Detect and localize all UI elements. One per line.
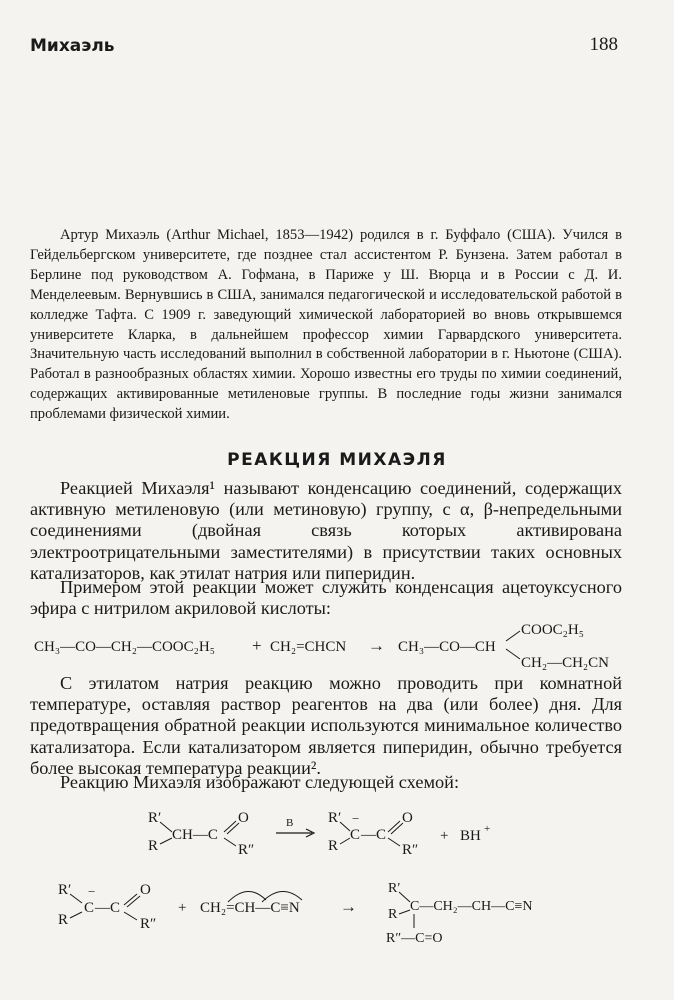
s2-c-minus: − xyxy=(88,884,96,899)
s2-product-bond-bottom xyxy=(399,910,410,914)
s1-product-co-bond-1 xyxy=(388,821,400,832)
s1-co-bond-1 xyxy=(224,821,236,832)
s2-co-bond-1 xyxy=(124,894,137,905)
s1-product-bond-bottom xyxy=(340,838,350,844)
eq-plus: + xyxy=(252,636,262,655)
eq-product-branch-bottom: CH₂—CH₂CN xyxy=(521,655,609,671)
s2-product-chain: C—CH₂—CH—C≡N xyxy=(410,899,533,914)
s2-bond-bottom xyxy=(70,912,82,918)
page-header xyxy=(30,36,618,64)
s1-product-bond-top xyxy=(340,822,350,831)
s1-bh: BH xyxy=(460,828,481,844)
paragraph-text: Примером этой реакции может служить конденсация ацетоуксусного эфира с нитрилом акриловой кислоты: xyxy=(30,577,622,619)
s1-oxygen: O xyxy=(238,810,249,826)
s2-product-bond-top xyxy=(399,892,410,902)
s2-product-bottom: R″—C=O xyxy=(386,931,443,946)
s2-c-bar: C xyxy=(84,900,95,916)
eq-reactant2: CH₂=CHCN xyxy=(270,639,347,655)
s2-oxygen: O xyxy=(140,882,151,898)
s1-r-dprime: R″ xyxy=(238,842,255,858)
s1-product-r-dprime: R″ xyxy=(402,842,419,858)
s1-c-bar: C xyxy=(350,827,361,843)
s1-product-r: R xyxy=(328,838,339,854)
paragraph-text: Реакцию Михаэля изображают следующей схемой: xyxy=(60,772,460,792)
s1-bond-bottom xyxy=(160,838,172,844)
eq-reactant1: CH₃—CO—CH₂—COOC₂H₅ xyxy=(34,639,215,655)
eq-branch-line-top xyxy=(506,631,520,641)
s1-product-oxygen: O xyxy=(402,810,413,826)
s1-bond-top xyxy=(160,822,172,832)
s2-acrylonitrile: CH₂=CH—C≡N xyxy=(200,900,300,916)
s2-r-dprime: R″ xyxy=(140,916,157,932)
page-number: 188 xyxy=(589,34,618,55)
eq-arrow: → xyxy=(368,636,385,655)
biography-text: Артур Михаэль (Arthur Michael, 1853—1942) родился в г. Буффало (США). Учился в Гейдельбергском университете, где позднее стал ассистентом Р. Бунзена. Затем работал в Берлине под руководством А. Гофмана, в Париже у Ш. Вюрца и в России с Д. И. Менделеевым. Вернувшись в США, занимался педагогической и исследовательской работой в колледже Тафта. С 1909 г. заведующий химической лабораторией во вновь открывшемся университете Кларка, в дальнейшем профессор химии Гарвардского университета. Значительную часть исследований выполнил в собственной лаборатории в г. Ньютоне (США). Работал в разнообразных областях химии. Хорошо известны его труды по химии соединений, содержащих активированные метиленовые группы. В последние годы жизни занимался проблемами физической химии. xyxy=(30,227,622,423)
s1-r: R xyxy=(148,838,159,854)
paragraph-conditions xyxy=(30,673,622,779)
running-header-name: Михаэль xyxy=(30,36,115,56)
eq-product-branch-top: COOC₂H₅ xyxy=(521,622,584,638)
s1-r-prime: R′ xyxy=(148,810,162,826)
s2-r: R xyxy=(58,912,69,928)
eq-branch-line-bottom xyxy=(506,649,520,659)
section-title: РЕАКЦИЯ МИХАЭЛЯ xyxy=(227,450,447,470)
paragraph-scheme-intro xyxy=(30,772,622,793)
s1-bh-charge: + xyxy=(484,823,491,835)
s2-product-r: R xyxy=(388,907,398,922)
eq-product-main: CH₃—CO—CH xyxy=(398,639,496,655)
biography-block xyxy=(30,226,622,425)
s2-co-bond-2 xyxy=(127,896,140,907)
s1-product-r-prime: R′ xyxy=(328,810,342,826)
s1-dash-c: —C xyxy=(361,827,387,843)
scheme-carbanion-formation xyxy=(0,800,674,860)
s2-r-prime: R′ xyxy=(58,882,72,898)
s1-product-r-bond xyxy=(388,838,400,846)
scheme-michael-addition xyxy=(0,872,674,952)
s2-dash-c: —C xyxy=(95,900,121,916)
s2-product-r-prime: R′ xyxy=(388,881,401,896)
paragraph-text: С этилатом натрия реакцию можно проводить при комнатной температуре, оставляя раствор реагентов на два (или более) дня. Для предотвращения обратной реакции используются минимальное количество катализатора. Если катализатором является пиперидин, обычно требуется более высокая температура реакции². xyxy=(30,673,622,778)
s2-r-bond xyxy=(124,912,137,920)
paragraph-definition xyxy=(30,478,622,584)
s1-r-bond xyxy=(224,838,236,846)
s1-c-minus: − xyxy=(352,811,360,826)
equation-acetoacetate xyxy=(0,620,674,680)
s2-bond-top xyxy=(70,894,82,903)
paragraph-text: Реакцией Михаэля¹ называют конденсацию соединений, содержащих активную метиленовую (или метиновую) группу, с α, β-непредельными соединениями (двойная связь которых активирована электроотрицательными заместителями) в присутствии таких основных катализаторов, как этилат натрия или пиперидин. xyxy=(30,478,622,583)
s1-plus: + xyxy=(440,828,449,844)
s1-ch-c: CH—C xyxy=(172,827,218,843)
s1-base-label: B xyxy=(286,817,294,829)
paragraph-example xyxy=(30,577,622,619)
s2-plus: + xyxy=(178,900,187,916)
s2-arrow: → xyxy=(340,897,357,916)
